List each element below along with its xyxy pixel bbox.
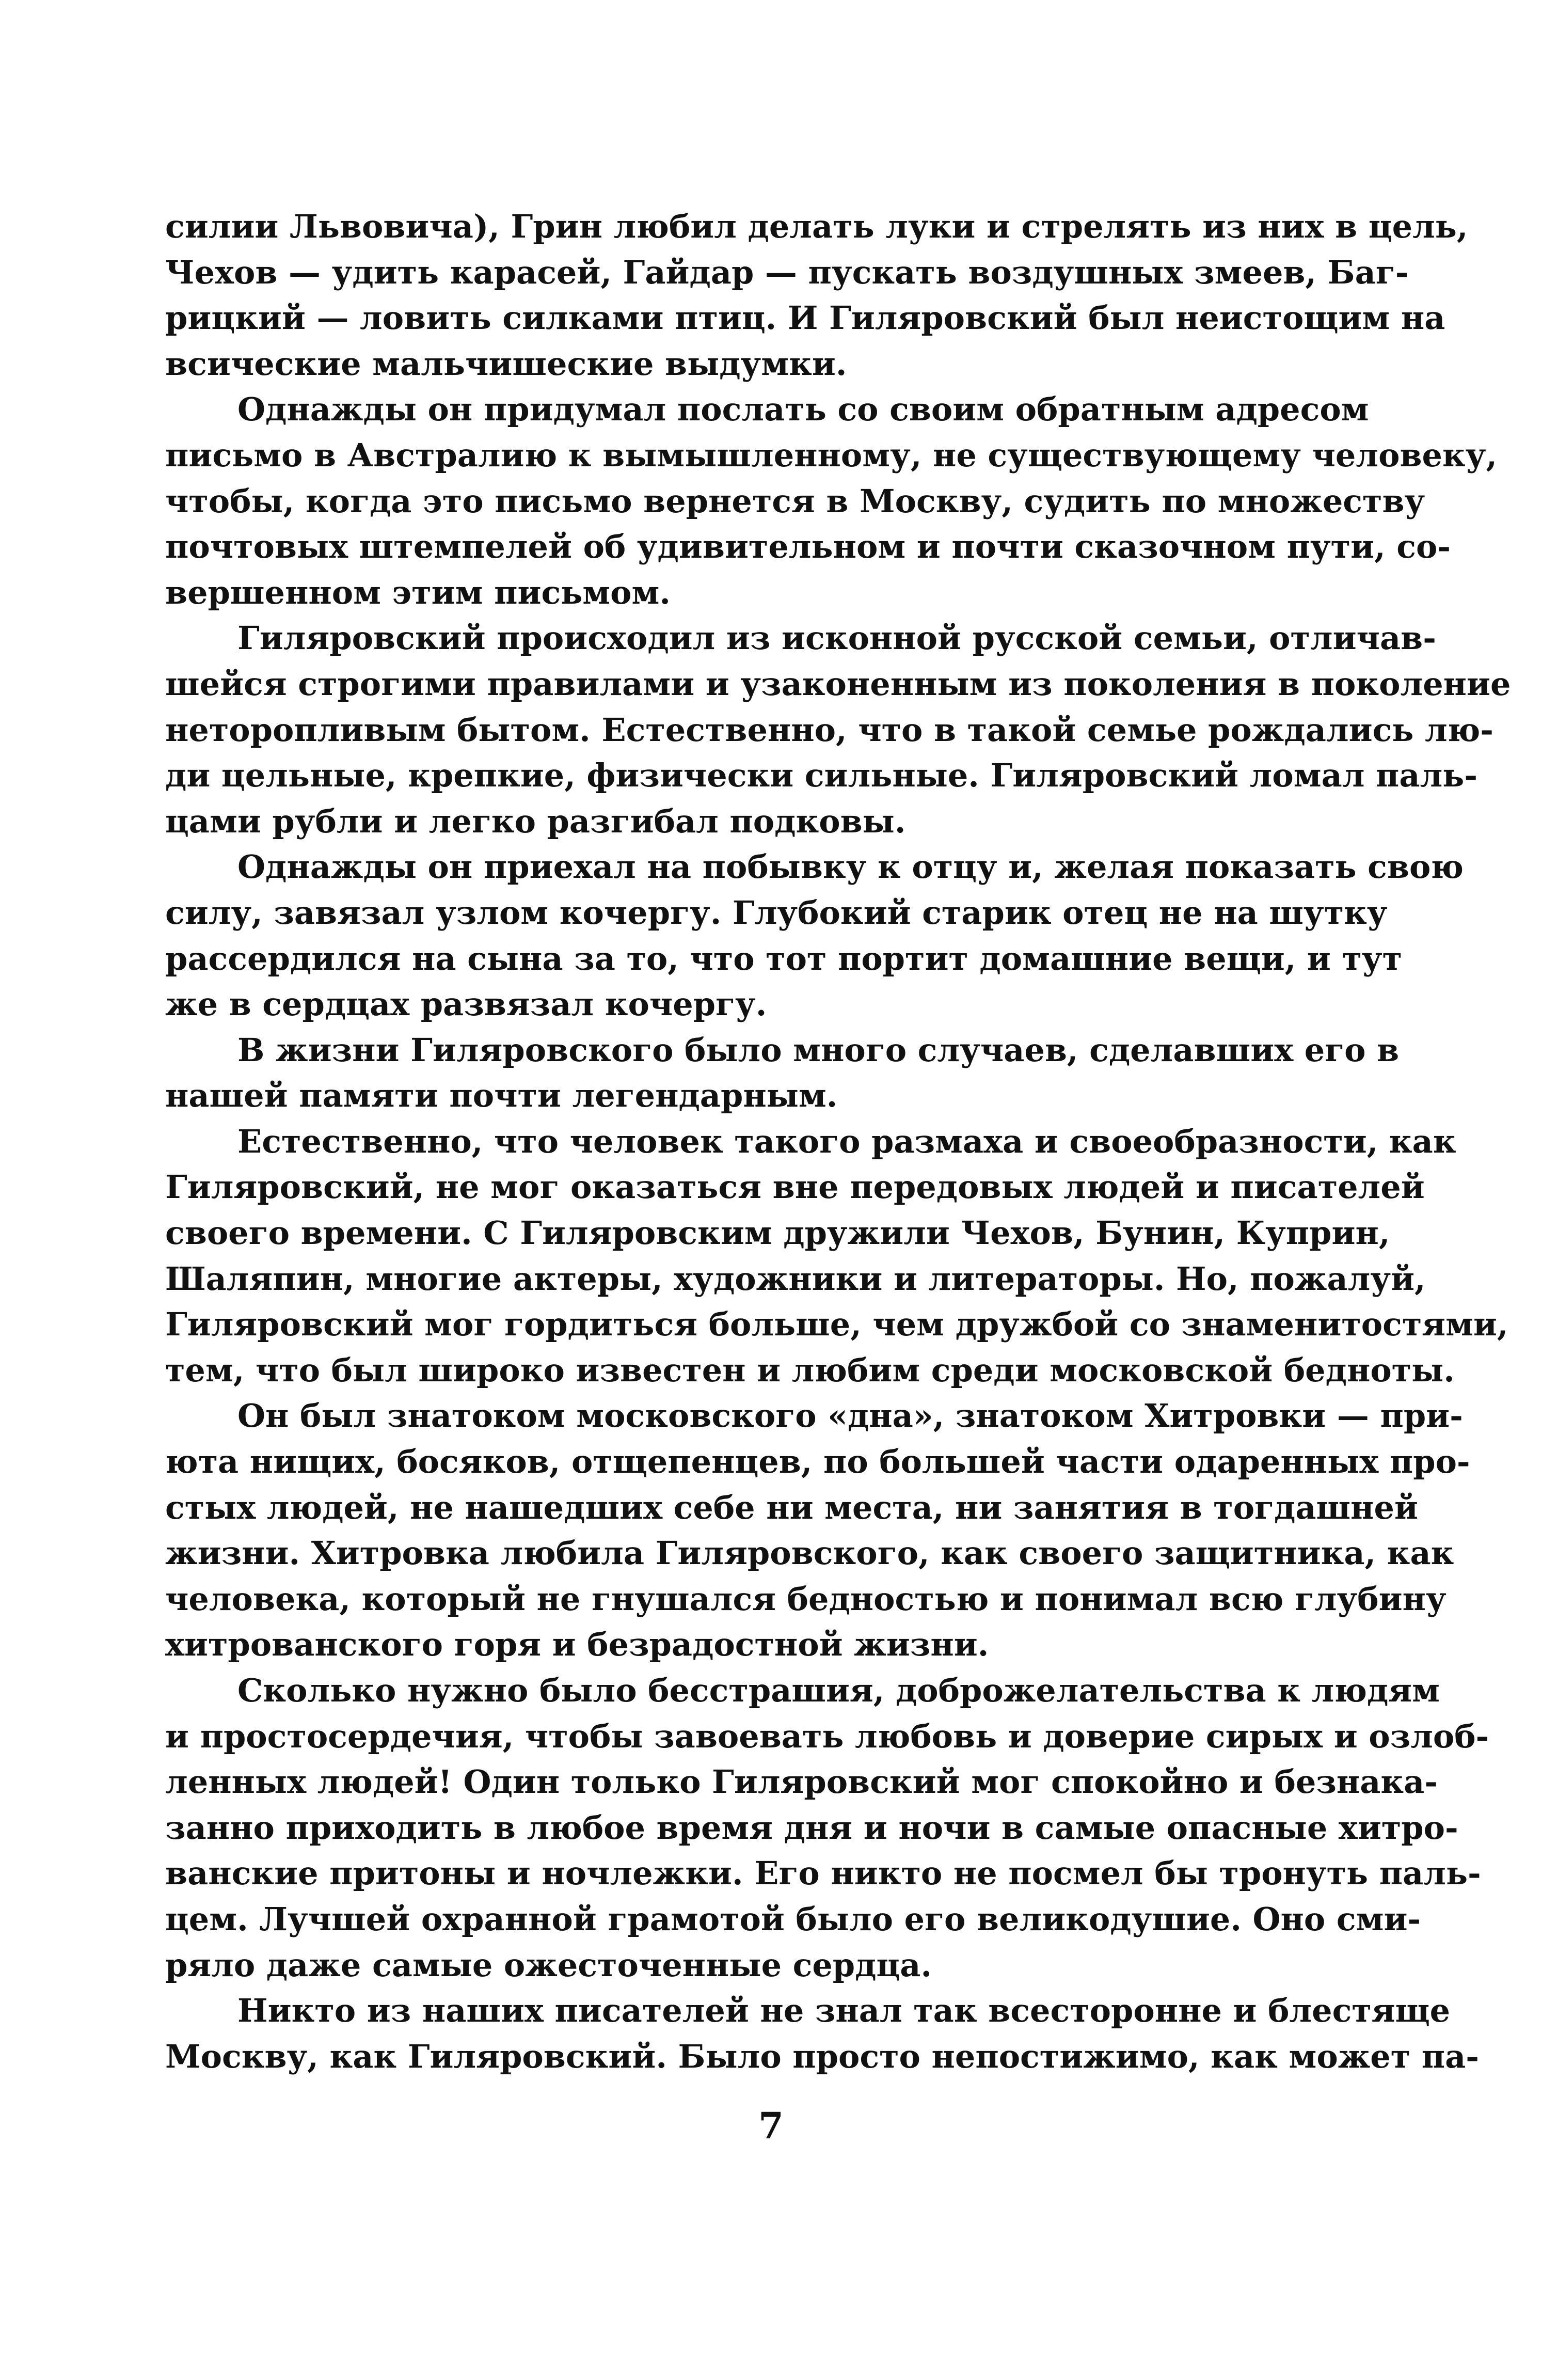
- text-line: Чехов — удить карасей, Гайдар — пускать воздушных змеев, Баг-: [165, 253, 1409, 291]
- text-line: Москву, как Гиляровский. Было просто непостижимо, как может па-: [165, 2037, 1480, 2075]
- text-line: хитрованского горя и безрадостной жизни.: [165, 1626, 989, 1664]
- text-line: ряло даже самые ожесточенные сердца.: [165, 1946, 932, 1984]
- text-line: стых людей, не нашедших себе ни места, ни занятия в тогдашней: [165, 1488, 1418, 1526]
- paragraph: [165, 844, 1464, 1027]
- paragraph: [165, 1028, 1400, 1119]
- text-line: Гиляровский мог гордиться больше, чем дружбой со знаменитостями,: [165, 1305, 1508, 1344]
- text-line: жизни. Хитровка любила Гиляровского, как своего защитника, как: [165, 1534, 1454, 1572]
- text-line: Однажды он придумал послать со своим обратным адресом: [237, 390, 1369, 429]
- paragraph: [165, 1668, 1489, 1988]
- text-line: занно приходить в любое время дня и ночи в самые опасные хитро-: [165, 1808, 1458, 1847]
- text-line: Он был знатоком московского «дна», знатоком Хитровки — при-: [237, 1397, 1463, 1435]
- text-line: силии Львовича), Грин любил делать луки и стрелять из них в цель,: [165, 208, 1468, 245]
- text-line: шейся строгими правилами и узаконенным из поколения в поколение: [165, 665, 1511, 703]
- text-line: ленных людей! Один только Гиляровский мог спокойно и безнака-: [165, 1763, 1438, 1801]
- text-line: письмо в Австралию к вымышленному, не существующему человеку,: [165, 436, 1498, 474]
- text-line: неторопливым бытом. Естественно, что в такой семье рождались лю-: [165, 711, 1493, 749]
- text-line: всические мальчишеские выдумки.: [165, 344, 847, 383]
- text-line: Гиляровский происходил из исконной русской семьи, отличав-: [237, 619, 1436, 657]
- text-line: же в сердцах развязал кочергу.: [165, 985, 767, 1023]
- text-line: Однажды он приехал на побывку к отцу и, желая показать свою: [237, 848, 1464, 886]
- paragraph: [165, 1393, 1470, 1668]
- text-line: и простосердечия, чтобы завоевать любовь и доверие сирых и озлоб-: [165, 1717, 1489, 1755]
- text-line: ванские притоны и ночлежки. Его никто не посмел бы тронуть паль-: [165, 1854, 1481, 1893]
- text-line: нашей памяти почти легендарным.: [165, 1077, 838, 1115]
- text-line: почтовых штемпелей об удивительном и почти сказочном пути, со-: [165, 528, 1451, 566]
- text-line: рицкий — ловить силками птиц. И Гиляровский был неистощим на: [165, 299, 1445, 337]
- text-line: Гиляровский, не мог оказаться вне передовых людей и писателей: [165, 1168, 1425, 1206]
- text-line: юта нищих, босяков, отщепенцев, по большей части одаренных про-: [165, 1443, 1470, 1481]
- paragraph: [165, 204, 1468, 387]
- paragraph: [165, 1119, 1508, 1394]
- text-line: цами рубли и легко разгибал подковы.: [165, 802, 906, 840]
- text-line: Естественно, что человек такого размаха и своеобразности, как: [237, 1122, 1456, 1160]
- paragraph: [165, 616, 1511, 844]
- text-line: своего времени. С Гиляровским дружили Чехов, Бунин, Куприн,: [165, 1214, 1390, 1252]
- text-line: вершенном этим письмом.: [165, 573, 671, 611]
- paragraph: [165, 387, 1498, 616]
- text-line: рассердился на сына за то, что тот портит домашние вещи, и тут: [165, 939, 1403, 978]
- paragraph: [165, 1988, 1480, 2079]
- text-line: силу, завязал узлом кочергу. Глубокий старик отец не на шутку: [165, 893, 1388, 932]
- text-line: ди цельные, крепкие, физически сильные. Гиляровский ломал паль-: [165, 756, 1478, 795]
- page-number: 7: [758, 2104, 784, 2147]
- text-line: В жизни Гиляровского было много случаев, сделавших его в: [237, 1031, 1400, 1069]
- text-line: Сколько нужно было бесстрашия, доброжелательства к людям: [237, 1672, 1440, 1709]
- text-line: чтобы, когда это письмо вернется в Москву, судить по множеству: [165, 482, 1425, 520]
- text-line: Шаляпин, многие актеры, художники и литераторы. Но, пожалуй,: [165, 1259, 1426, 1298]
- body-text: [165, 204, 1511, 2079]
- text-line: тем, что был широко известен и любим среди московской бедноты.: [165, 1351, 1455, 1389]
- text-line: человека, который не гнушался бедностью и понимал всю глубину: [165, 1580, 1446, 1618]
- text-line: Никто из наших писателей не знал так всесторонне и блестяще: [237, 1992, 1451, 2030]
- text-line: цем. Лучшей охранной грамотой было его великодушие. Оно сми-: [165, 1900, 1421, 1938]
